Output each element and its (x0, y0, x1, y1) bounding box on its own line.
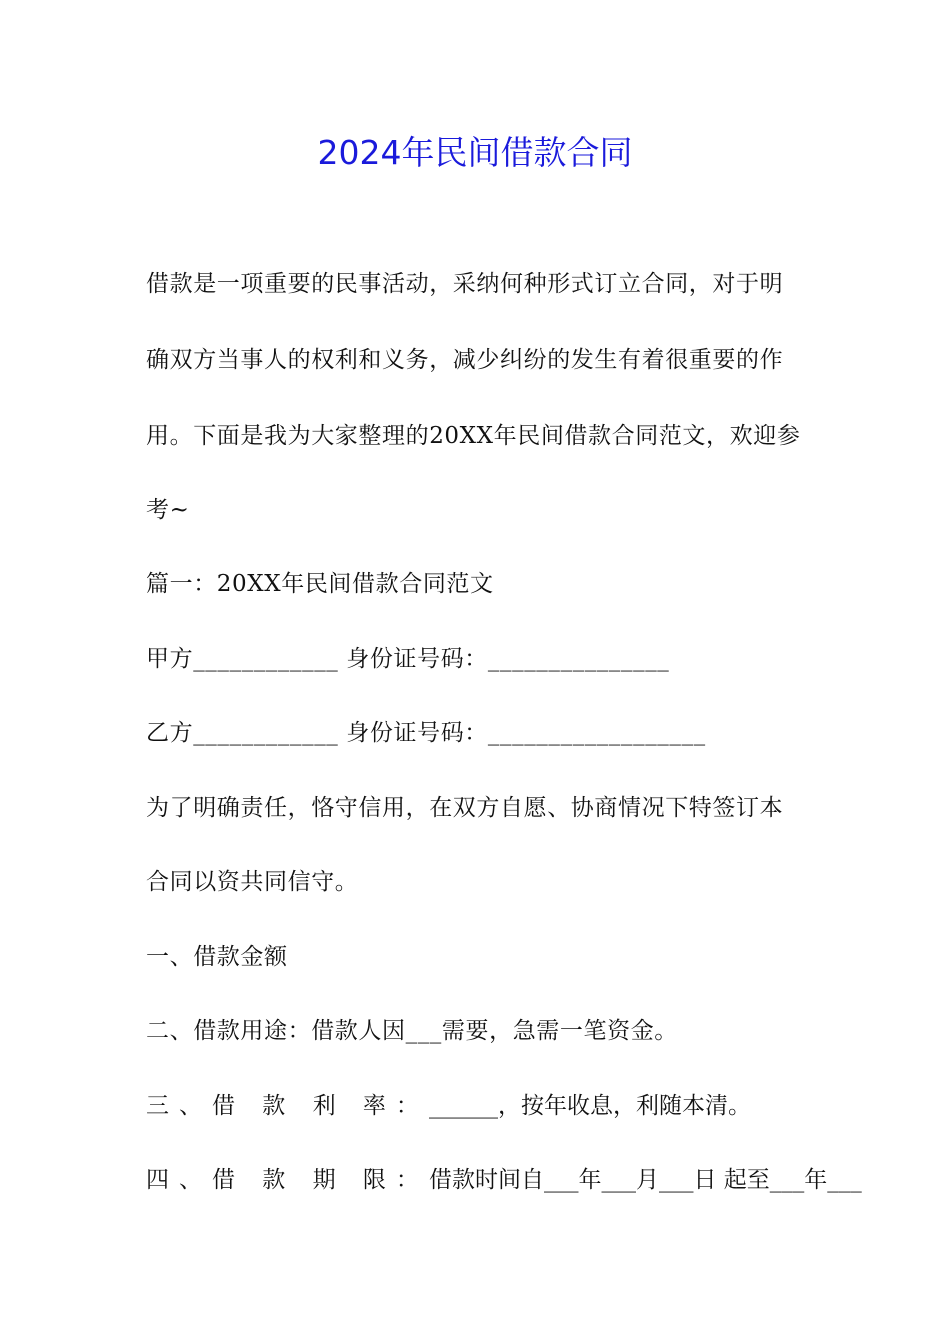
clause-4-text: 借款时间自___年___月___日 起至___年___ (428, 1167, 862, 1193)
clause-4-label: 四、借 款 期 限： (146, 1167, 429, 1193)
intro-line-2: 确双方当事人的权利和义务，减少纠纷的发生有着很重要的作 (146, 347, 784, 373)
clause-3-label: 三、借 款 利 率： (146, 1093, 429, 1119)
party-b-line: 乙方____________ 身份证号码：__________________ (146, 720, 706, 746)
section-heading: 篇一：20XX年民间借款合同范文 (146, 571, 494, 597)
clause-3 (146, 1089, 816, 1123)
preamble-line-2: 合同以资共同信守。 (146, 869, 359, 895)
intro-line-3: 用。下面是我为大家整理的20XX年民间借款合同范文，欢迎参 (146, 423, 801, 449)
preamble-line-1: 为了明确责任，恪守信用，在双方自愿、协商情况下特签订本 (146, 795, 784, 821)
intro-line-4: 考~ (146, 497, 190, 523)
intro-line-1: 借款是一项重要的民事活动，采纳何种形式订立合同，对于明 (146, 271, 784, 297)
clause-2: 二、借款用途：借款人因___需要，急需一笔资金。 (146, 1018, 678, 1044)
clause-3-text: ______，按年收息，利随本清。 (428, 1093, 751, 1119)
clause-1: 一、借款金额 (146, 944, 288, 970)
document-title: 2024年民间借款合同 (317, 133, 633, 172)
clause-4 (146, 1163, 862, 1197)
party-a-line: 甲方____________ 身份证号码：_______________ (146, 646, 670, 672)
